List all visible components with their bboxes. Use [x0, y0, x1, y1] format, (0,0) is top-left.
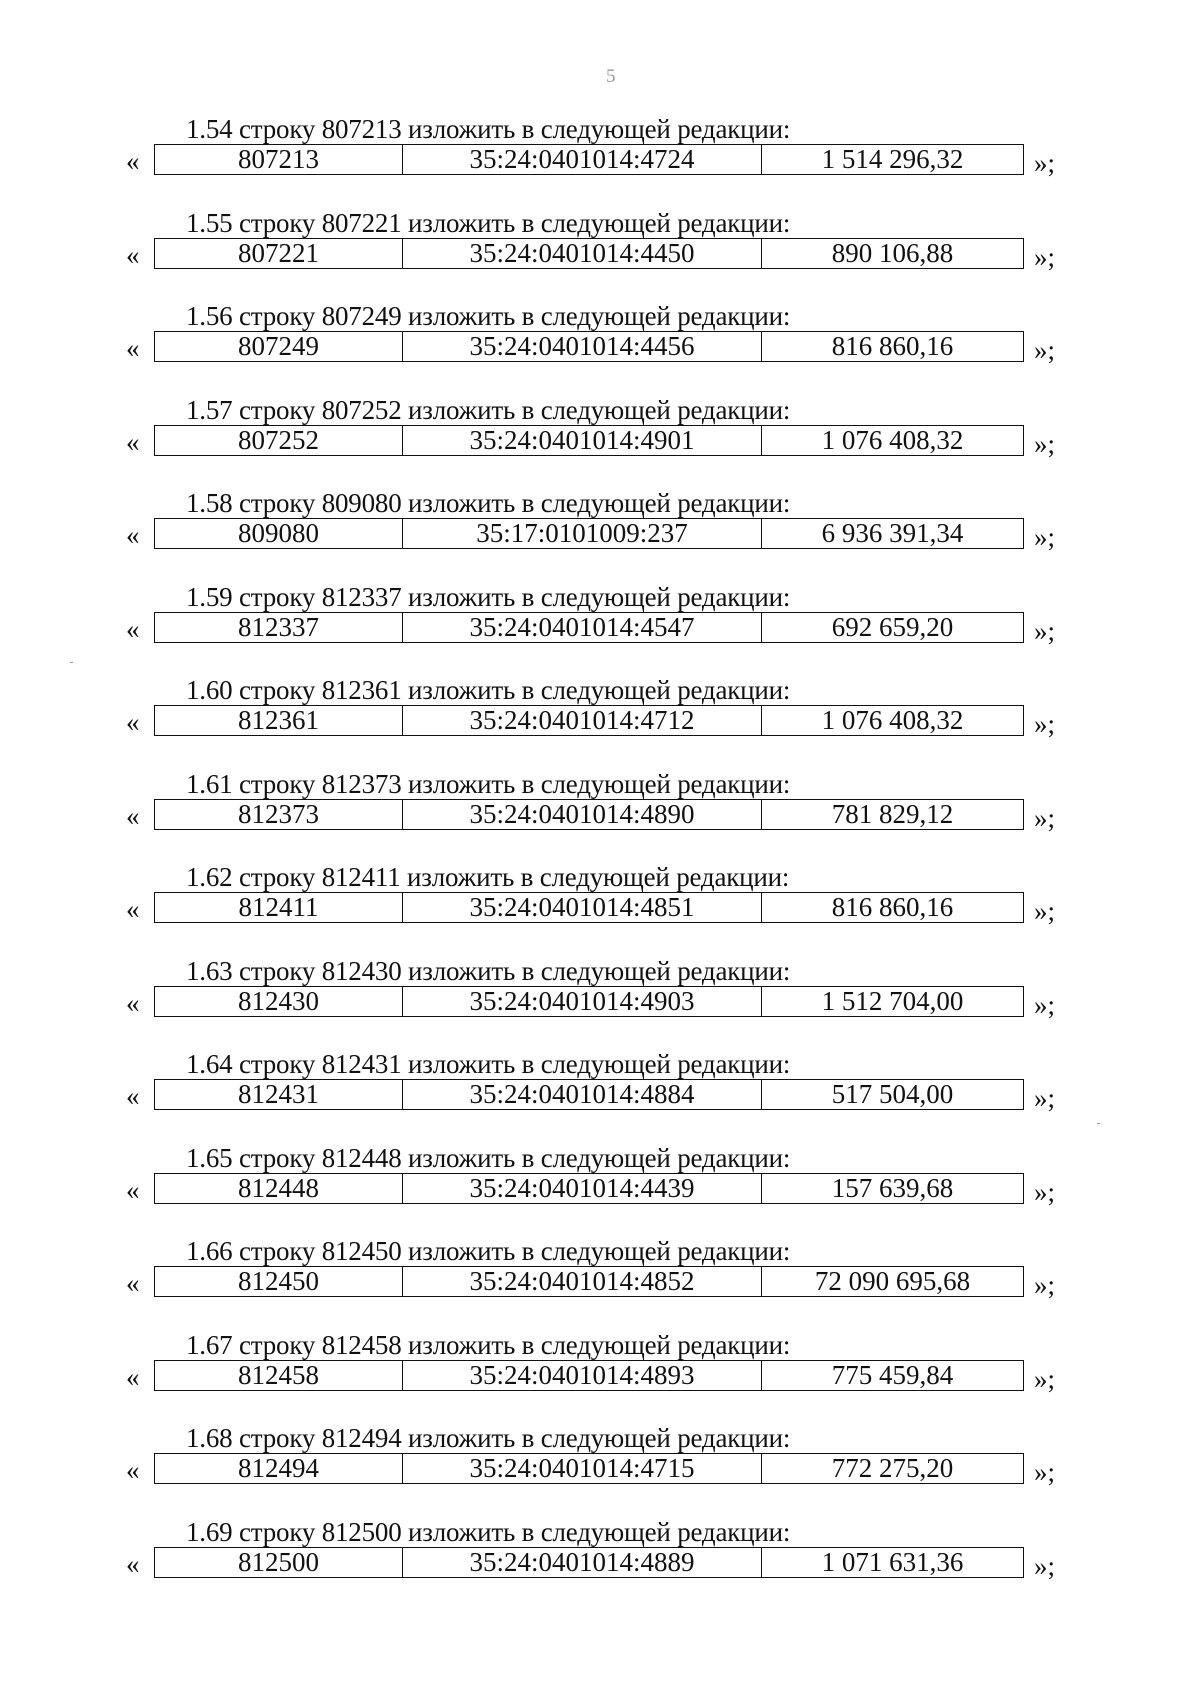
opening-quote: «: [126, 1361, 140, 1392]
cadastral-number-cell: 35:24:0401014:4715: [403, 1454, 762, 1483]
row-table: [154, 1079, 1024, 1110]
row-table: [154, 1266, 1024, 1297]
row-code-cell: 812431: [155, 1080, 403, 1109]
row-table: [154, 1453, 1024, 1484]
closing-quote: »;: [1034, 335, 1056, 365]
amended-row: [0, 518, 1200, 552]
value-cell: 72 090 695,68: [814, 1266, 971, 1296]
amended-row: [0, 1360, 1200, 1394]
amendment-entry: [0, 862, 1200, 956]
row-table: [154, 144, 1024, 175]
value-cell: 890 106,88: [831, 237, 954, 268]
opening-quote: «: [126, 333, 140, 363]
row-code-cell: 807221: [155, 239, 403, 268]
amendment-title: 1.55 строку 807221 изложить в следующей редакции:: [186, 207, 791, 238]
amendment-title: 1.58 строку 809080 изложить в следующей редакции:: [186, 488, 791, 518]
closing-quote: »;: [1034, 802, 1056, 833]
amended-row: [0, 1453, 1200, 1487]
value-cell: 6 936 391,34: [821, 518, 964, 548]
amendment-entry: [0, 675, 1200, 769]
row-table: [154, 238, 1024, 269]
amendment-entry: [0, 395, 1200, 489]
cadastral-number-cell: 35:24:0401014:4893: [403, 1361, 762, 1390]
value-cell: 1 076 408,32: [821, 424, 964, 455]
cadastral-number-cell: 35:24:0401014:4901: [403, 426, 762, 455]
amended-row: [0, 612, 1200, 646]
row-code-cell: 812430: [155, 987, 403, 1016]
row-table: [154, 892, 1024, 923]
scan-speck: [1097, 1123, 1100, 1124]
amended-row: [0, 705, 1200, 739]
row-table: [154, 331, 1024, 362]
row-code-cell: 812448: [155, 1174, 403, 1203]
row-table: [154, 518, 1024, 549]
row-code-cell: 812361: [155, 706, 403, 735]
cadastral-number-cell: 35:24:0401014:4547: [403, 613, 762, 642]
cadastral-number-cell: 35:24:0401014:4884: [403, 1080, 762, 1109]
value-cell: 517 504,00: [831, 1079, 954, 1109]
amended-row: [0, 238, 1200, 272]
row-table: [154, 799, 1024, 830]
cadastral-number-cell: 35:24:0401014:4712: [403, 706, 762, 735]
row-table: [154, 705, 1024, 736]
row-table: [154, 612, 1024, 643]
amendment-entry: [0, 769, 1200, 863]
row-code-cell: 809080: [155, 519, 403, 548]
closing-quote: »;: [1034, 428, 1056, 459]
value-cell: 1 514 296,32: [821, 144, 964, 174]
amended-row: [0, 144, 1200, 178]
amended-row: [0, 799, 1200, 833]
value-cell: 1 076 408,32: [821, 705, 964, 735]
cadastral-number-cell: 35:24:0401014:4450: [403, 239, 762, 268]
closing-quote: »;: [1034, 241, 1056, 272]
amendment-entry: [0, 114, 1200, 208]
amended-row: [0, 425, 1200, 459]
opening-quote: «: [126, 1455, 140, 1485]
amendment-title: 1.60 строку 812361 изложить в следующей редакции:: [186, 675, 791, 705]
closing-quote: »;: [1034, 1270, 1056, 1300]
opening-quote: «: [126, 707, 140, 737]
amended-row: [0, 892, 1200, 926]
amended-row: [0, 331, 1200, 365]
amendment-title: 1.66 строку 812450 изложить в следующей редакции:: [186, 1236, 791, 1266]
value-cell: 816 860,16: [831, 892, 954, 922]
closing-quote: »;: [1034, 148, 1056, 178]
cadastral-number-cell: 35:17:0101009:237: [403, 519, 762, 548]
row-code-cell: 812500: [155, 1548, 403, 1577]
amendment-entry: [0, 1517, 1200, 1611]
cadastral-number-cell: 35:24:0401014:4890: [403, 800, 762, 829]
row-code-cell: 812373: [155, 800, 403, 829]
amended-row: [0, 1547, 1200, 1581]
value-cell: 1 071 631,36: [821, 1546, 964, 1577]
opening-quote: «: [126, 613, 140, 644]
amendment-entry: [0, 208, 1200, 302]
row-table: [154, 986, 1024, 1017]
opening-quote: «: [126, 1268, 140, 1298]
value-cell: 1 512 704,00: [821, 985, 964, 1016]
amendment-entry: [0, 1143, 1200, 1237]
closing-quote: »;: [1034, 1176, 1056, 1207]
amendment-title: 1.56 строку 807249 изложить в следующей редакции:: [186, 301, 791, 331]
opening-quote: «: [126, 426, 140, 457]
row-table: [154, 1173, 1024, 1204]
opening-quote: «: [126, 520, 140, 550]
value-cell: 692 659,20: [831, 611, 954, 642]
row-table: [154, 1547, 1024, 1578]
cadastral-number-cell: 35:24:0401014:4889: [403, 1548, 762, 1577]
amendment-title: 1.61 строку 812373 изложить в следующей редакции:: [186, 768, 791, 799]
opening-quote: «: [126, 894, 140, 924]
amended-row: [0, 1173, 1200, 1207]
value-cell: 157 639,68: [831, 1172, 954, 1203]
cadastral-number-cell: 35:24:0401014:4852: [403, 1267, 762, 1296]
opening-quote: «: [126, 800, 140, 831]
amendment-title: 1.64 строку 812431 изложить в следующей редакции:: [186, 1049, 791, 1079]
value-cell: 781 829,12: [831, 798, 954, 829]
closing-quote: »;: [1034, 522, 1056, 552]
row-table: [154, 425, 1024, 456]
opening-quote: «: [126, 1174, 140, 1205]
amendment-title: 1.69 строку 812500 изложить в следующей редакции:: [186, 1516, 791, 1547]
opening-quote: «: [126, 146, 140, 176]
row-table: [154, 1360, 1024, 1391]
row-code-cell: 807249: [155, 332, 403, 361]
amendment-title: 1.65 строку 812448 изложить в следующей редакции:: [186, 1142, 791, 1173]
amendment-entry: [0, 1236, 1200, 1330]
amendment-title: 1.54 строку 807213 изложить в следующей редакции:: [186, 114, 791, 144]
page-number: 5: [606, 66, 616, 87]
row-code-cell: 812450: [155, 1267, 403, 1296]
opening-quote: «: [126, 239, 140, 270]
value-cell: 775 459,84: [831, 1359, 954, 1390]
opening-quote: «: [126, 1081, 140, 1111]
amendment-list: [0, 114, 1200, 1610]
scan-speck: [70, 662, 73, 663]
amended-row: [0, 986, 1200, 1020]
amendment-entry: [0, 956, 1200, 1050]
value-cell: 772 275,20: [831, 1453, 954, 1483]
cadastral-number-cell: 35:24:0401014:4456: [403, 332, 762, 361]
amendment-entry: [0, 582, 1200, 676]
amended-row: [0, 1266, 1200, 1300]
row-code-cell: 807252: [155, 426, 403, 455]
closing-quote: »;: [1034, 1457, 1056, 1487]
amendment-entry: [0, 488, 1200, 582]
amended-row: [0, 1079, 1200, 1113]
amendment-entry: [0, 1423, 1200, 1517]
closing-quote: »;: [1034, 989, 1056, 1020]
cadastral-number-cell: 35:24:0401014:4724: [403, 145, 762, 174]
row-code-cell: 812411: [155, 893, 403, 922]
closing-quote: »;: [1034, 1083, 1056, 1113]
opening-quote: «: [126, 987, 140, 1018]
row-code-cell: 812337: [155, 613, 403, 642]
row-code-cell: 807213: [155, 145, 403, 174]
amendment-entry: [0, 301, 1200, 395]
row-code-cell: 812494: [155, 1454, 403, 1483]
amendment-title: 1.67 строку 812458 изложить в следующей редакции:: [186, 1329, 791, 1360]
closing-quote: »;: [1034, 1363, 1056, 1394]
amendment-title: 1.57 строку 807252 изложить в следующей редакции:: [186, 394, 791, 425]
closing-quote: »;: [1034, 896, 1056, 926]
amendment-title: 1.63 строку 812430 изложить в следующей редакции:: [186, 955, 791, 986]
cadastral-number-cell: 35:24:0401014:4851: [403, 893, 762, 922]
cadastral-number-cell: 35:24:0401014:4903: [403, 987, 762, 1016]
amendment-title: 1.68 строку 812494 изложить в следующей редакции:: [186, 1423, 791, 1453]
cadastral-number-cell: 35:24:0401014:4439: [403, 1174, 762, 1203]
row-code-cell: 812458: [155, 1361, 403, 1390]
amendment-entry: [0, 1330, 1200, 1424]
value-cell: 816 860,16: [831, 331, 954, 361]
closing-quote: »;: [1034, 615, 1056, 646]
amendment-title: 1.62 строку 812411 изложить в следующей редакции:: [186, 862, 790, 892]
opening-quote: «: [126, 1548, 140, 1579]
closing-quote: »;: [1034, 709, 1056, 739]
amendment-entry: [0, 1049, 1200, 1143]
closing-quote: »;: [1034, 1550, 1056, 1581]
amendment-title: 1.59 строку 812337 изложить в следующей редакции:: [186, 581, 791, 612]
